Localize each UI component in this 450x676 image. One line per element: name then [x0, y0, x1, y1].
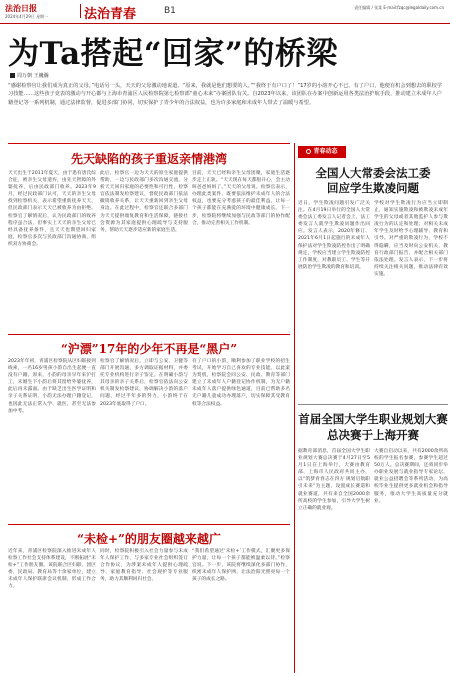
news2-title-line2: 总决赛于上海开赛 [327, 428, 419, 442]
sidebar-tag [298, 146, 346, 158]
news1-col1: 近日，学生欺凌问题引发广泛关注。在4月19日举行的全国人大常委会法工委发言人记者会上，法工委发言人就学生欺凌问题作出回应。发言人表示，2020年修订、2021年6月1日起施行的未成年人保护法对学生欺凌防控作出了明确规定，学校应当建立学生欺凌防控工作制度，对教职员工、学生等开展防治学生欺凌的教育和培训。 [298, 201, 370, 270]
story3-col3: “我们希望通过‘未检+’工作模式，汇聚更多保护力量，让每一个孩子都能被温柔以待。”检察官说。下一步，该院将继续深化多部门协作，织密未成年人保护网，让法治阳光照亮每一个孩子的成长之路。 [192, 549, 290, 583]
header-divider [80, 4, 81, 18]
story2-title: “沪漂”17年的少年不再是“黑户” [60, 342, 238, 356]
page-header [0, 0, 450, 24]
story1-col3: 目前，天天已经和亲生父母团聚，家庭生活逐步走上正轨。“天天现在每天都很开心，会主动叫爸爸妈妈了。”天天的父母说。检察官表示，办理此类案件，既要依法维护未成年人的合法权益，也要充分考虑孩子的最佳利益，让每一个孩子都能在充满爱的环境中健康成长。下一步，检察院将继续加强与民政等部门的协作配合，推动完善相关工作机制。 [192, 171, 290, 226]
story3-title: “未检+”的朋友圈越来越广 [77, 532, 221, 546]
byline [10, 72, 49, 79]
story3-col2: 同时，检察院积极引入社会力量参与未成年人保护工作，与多家专业社会组织签订合作协议，为涉案未成年人提供心理疏导、家庭教育指导、社会观护等专业服务，助力其顺利回归社会。 [100, 549, 188, 583]
story2-col1: 2023年年初，青浦区检察院从区妇联接到线索，一名16岁男孩小韵自出生起便一直没有户籍。原来，小韵的母亲早年来沪打工，未婚生下小韵后将其留给外婆抚养，此后再未露面。由于缺乏出生医学证明和亲子关系证明，小韵无法办理户籍登记，也因此无法正常入学、就医，甚至无法参加中考。 [8, 359, 96, 414]
story2-col3: 有了户口的小韵，顺利参加了职业学校的招生考试，开始学习自己喜欢的专业技能。以此案为契机，检察院会同公安、民政、教育等部门建立了未成年人户籍登记协作机制，为无户籍未成年人落户提供绿色通道，目前已帮助多名无户籍儿童成功办理落户，切实保障其受教育权等合法权益。 [192, 359, 290, 407]
editor-info: 责任编辑 / 张某 E-mail:fzqc@legaldaily.com.cn [354, 5, 444, 10]
issue-date: 2024年4月29日 星期一 [5, 14, 49, 19]
lead-paragraph: “感谢检察官让我们成为真正的父母。”电话另一头，天天的父母激动地说道。“原来，我就是他们想要的人。”“我终于有户口了！”17岁的小韵开心不已。有了户口，他便有机会到想去的职校学习技能……这些孩子竟表的激动与开心都与上海市青浦区人民检察院第七检察部“童心未来”办案团队有关。自2023年以来，该团队在办案中创新运用各类法治护航手段，推动建立未成年人户籍登记等一系列机制，通过法律监督，促进多部门协同，切实保护了青少年的合法权益，也为许多家庭和未成年人带去了温暖与希望。 [8, 83, 442, 106]
story1-rule [8, 143, 290, 144]
page-number: B1 [164, 6, 176, 16]
sidebar-tag-label: 青春动态 [313, 148, 338, 155]
byline-authors: 周万朝 王巍瀚 [17, 73, 49, 79]
paper-name: 法治日报 [5, 3, 37, 13]
news2-col1: 据教育部消息，首届全国大学生职业规划大赛总决赛于4月27日至5月1日在上海举行，大赛由教育部、上海市人民政府共同主办，以“筑梦青春志在四方 规划启航职引未来”为主题，设置成长赛道和就业赛道，共有来自全国2000余所高校的学生参加，引导大学生树立正确的就业观。 [298, 449, 370, 511]
story2-rule [8, 334, 290, 335]
story2-col2: 检察官了解情况后，立即与公安、卫健等部门开展沟通，多方调取证据材料，并委托专业机构进行亲子鉴定。在明确小韵与其母亲的亲子关系后，检察官依法向公安机关制发检察建议，协调解决小韵的落户问题，经过半年多的努力，小韵终于在2023年底取得了户口。 [100, 359, 188, 407]
main-headline: 为Ta搭起“回家”的桥梁 [8, 36, 338, 72]
byline-marker-icon [10, 73, 15, 78]
story1-col2: 此后，检察官一边为天天的原生家庭提供帮助，一边与民政部门多次沟通交流，分析天天回归家庭的必要性和可行性，检察官依法制发检察建议，督促民政部门依法撤销收养关系，让天天重新回到亲生父母身边。在此过程中，检察官还联合多部门为天天提供康复教育和生活保障，链接社会资源为其家庭提供心理疏导与支持服务，帮助天天逐步适应新的家庭生活。 [100, 171, 188, 233]
news-icon [306, 149, 311, 154]
news1-title-line2: 回应学生欺凌问题 [327, 181, 419, 195]
news1-col2: 学校对学生欺凌行为应当立即制止，通知实施欺凌和被欺凌未成年学生的父母或者其他监护人参与欺凌行为的认定和处理；对相关未成年学生及时给予心理辅导、教育和引导。对严重的欺凌行为，学校不得隐瞒，应当及时向公安机关、教育行政部门报告，并配合相关部门依法处理。发言人表示，下一步将持续关注相关问题，推动法律有效实施。 [374, 201, 448, 277]
news1-title-line1: 全国人大常委会法工委 [315, 166, 431, 180]
section-title: 法治青春 [84, 7, 137, 22]
news2-col2: 大赛自启动以来，共有2000余所高校的学生报名参赛，参赛学生超过50万人。总决赛期间，还将同步举办职业发展与就业指导专家论坛、就业公益招聘会等系列活动，为高校毕业生提供更多就业机会和指导服务，推动大学生高质量充分就业。 [374, 449, 448, 504]
news2-title-line1: 首届全国大学生职业规划大赛 [298, 412, 448, 426]
story3-rule [8, 524, 290, 525]
story1-title: 先天缺陷的孩子重返亲情港湾 [70, 152, 227, 166]
column-divider [294, 143, 295, 673]
sidebar-divider [298, 404, 448, 405]
story1-col1: 天天出生于2011年夏天，由于患有唐氏综合征，被亲生父母遗弃，由先天智障的外婆抚养，后由民政部门收养。2023年9月，经过民政部门认可，天天的亲生父母找到检察机关，表示希望重新抚养天天，但民政部门表示天天已被收养为由拒绝。检察官了解情况后，认为民政部门的收养程序虽合法，但事实上天天的亲生父母已经具备抚养条件，且天天也期望回归家庭，检察官多次与民政部门沟通协商，组织双方协商会。 [8, 171, 96, 247]
story3-col1: 近年来，青浦区检察院深入推进未成年人检察工作社会支持体系建设，不断拓展“未检+”工作朋友圈。该院联合区妇联、团区委、民政局、教育局等十余家单位，建立未成年人保护联席会议机制，形成工作合力。 [8, 549, 96, 590]
